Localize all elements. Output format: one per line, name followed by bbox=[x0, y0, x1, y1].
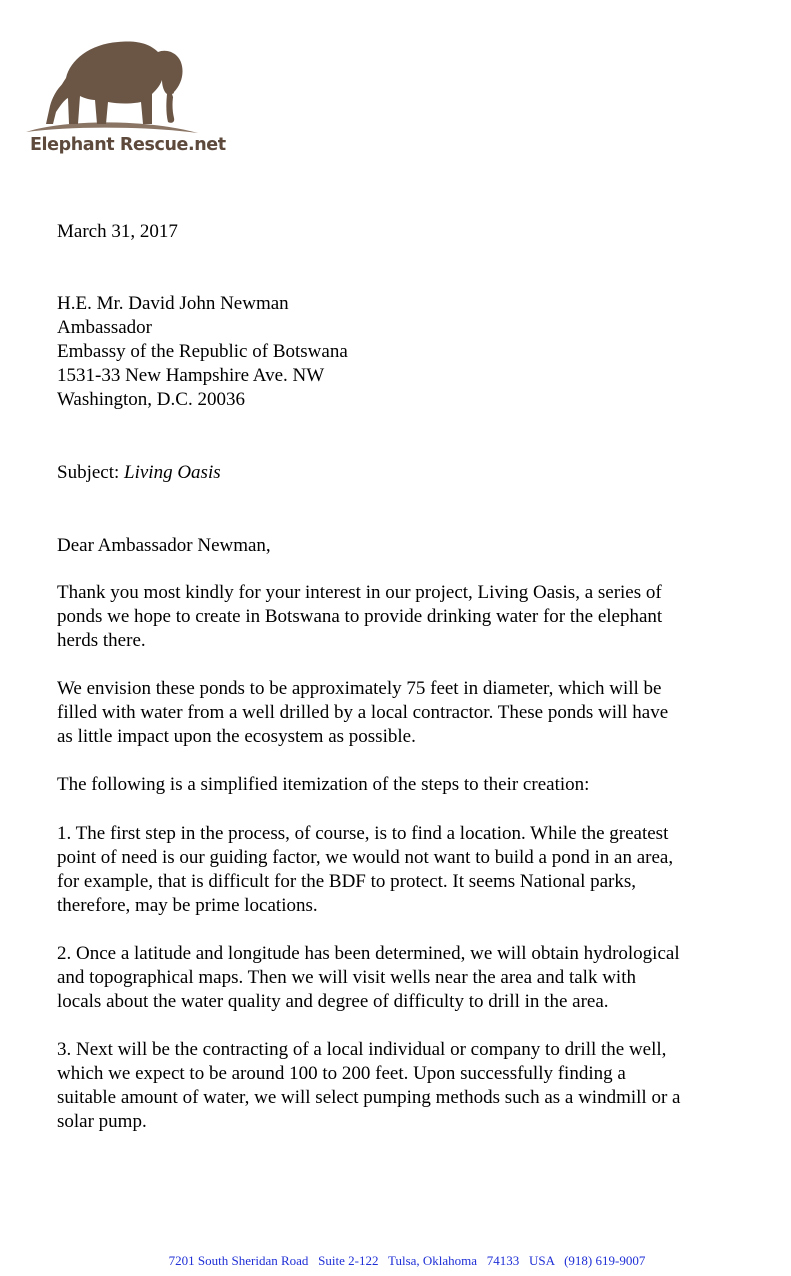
text-line: 2. Once a latitude and longitude has been determined, we will obtain hydrological bbox=[57, 943, 680, 964]
text-line: 1. The first step in the process, of course, is to find a location. While the greatest bbox=[57, 823, 669, 844]
text-line: solar pump. bbox=[57, 1111, 147, 1132]
letter-date: March 31, 2017 bbox=[57, 221, 178, 242]
paragraph-itemization-intro bbox=[57, 773, 747, 797]
footer-address: 7201 South Sheridan Road Suite 2-122 Tulsa, Oklahoma 74133 USA (918) 619-9007 bbox=[168, 1253, 646, 1268]
text-line: Thank you most kindly for your interest in our project, Living Oasis, a series of bbox=[57, 582, 662, 603]
text-line: as little impact upon the ecosystem as possible. bbox=[57, 726, 416, 747]
logo-text: Elephant Rescue.net bbox=[30, 135, 226, 155]
salutation: Dear Ambassador Newman, bbox=[57, 535, 271, 556]
text-line: We envision these ponds to be approximately 75 feet in diameter, which will be bbox=[57, 678, 662, 699]
recipient-title: Ambassador bbox=[57, 317, 152, 338]
text-line: locals about the water quality and degree of difficulty to drill in the area. bbox=[57, 991, 609, 1012]
text-line: 3. Next will be the contracting of a local individual or company to drill the well, bbox=[57, 1039, 667, 1060]
text-line: ponds we hope to create in Botswana to provide drinking water for the elephant bbox=[57, 606, 663, 627]
paragraph-ponds bbox=[57, 677, 747, 749]
subject-line bbox=[57, 461, 221, 485]
paragraph-intro bbox=[57, 581, 747, 653]
text-line: which we expect to be around 100 to 200 feet. Upon successfully finding a bbox=[57, 1063, 626, 1084]
recipient-city: Washington, D.C. 20036 bbox=[57, 389, 245, 410]
paragraph-step-3 bbox=[57, 1038, 747, 1134]
text-line: and topographical maps. Then we will visit wells near the area and talk with bbox=[57, 967, 636, 988]
subject-label: Subject: bbox=[57, 462, 125, 483]
recipient-street: 1531-33 New Hampshire Ave. NW bbox=[57, 365, 325, 386]
letterhead-logo bbox=[22, 34, 226, 158]
text-line: therefore, may be prime locations. bbox=[57, 895, 318, 916]
elephant-icon bbox=[22, 34, 202, 144]
text-line: point of need is our guiding factor, we would not want to build a pond in an area, bbox=[57, 847, 674, 868]
paragraph-step-1 bbox=[57, 822, 747, 918]
text-line: for example, that is difficult for the BDF to protect. It seems National parks, bbox=[57, 871, 637, 892]
recipient-name: H.E. Mr. David John Newman bbox=[57, 293, 289, 314]
text-line: herds there. bbox=[57, 630, 146, 651]
text-line: suitable amount of water, we will select pumping methods such as a windmill or a bbox=[57, 1087, 681, 1108]
text-line: filled with water from a well drilled by a local contractor. These ponds will have bbox=[57, 702, 669, 723]
paragraph-step-2 bbox=[57, 942, 747, 1014]
text-line: The following is a simplified itemization of the steps to their creation: bbox=[57, 774, 590, 795]
recipient-organization: Embassy of the Republic of Botswana bbox=[57, 341, 348, 362]
subject-title: Living Oasis bbox=[124, 462, 221, 483]
